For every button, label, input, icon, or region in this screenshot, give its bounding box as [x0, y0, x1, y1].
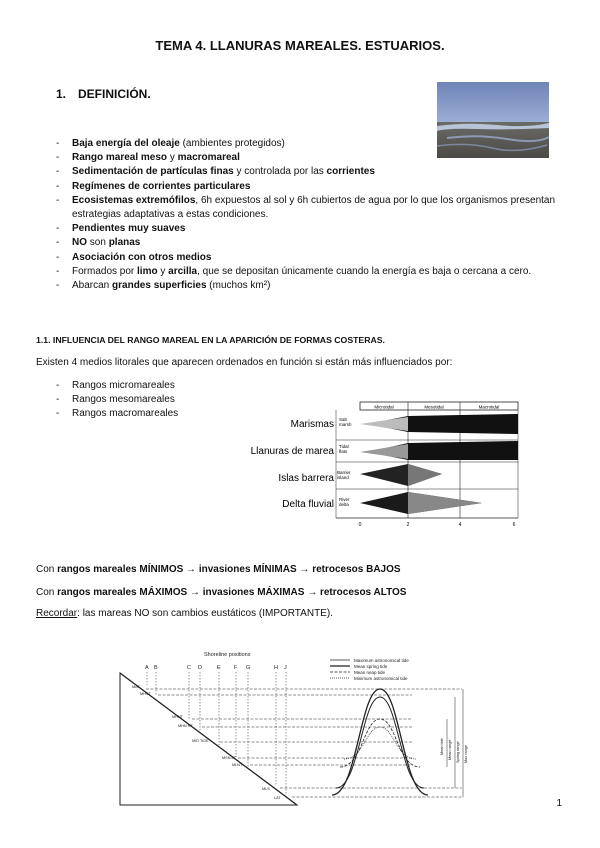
page-number: 1 — [556, 798, 562, 809]
tick-label: 6 — [512, 522, 516, 528]
intro-paragraph: Existen 4 medios litorales que aparecen ordenados en función si están más influenciados por: — [36, 357, 453, 368]
letter-label: F — [234, 665, 238, 671]
rule-minimum: Con rangos mareales MÍNIMOS → invasiones MÍNIMAS → retrocesos BAJOS — [36, 564, 401, 575]
letter-label: J — [284, 665, 287, 671]
level-label: MHN HT — [178, 724, 193, 728]
tick-label: 0 — [358, 522, 362, 528]
header-mesotidal: Mesotidal — [424, 404, 444, 410]
row-en-delta: delta — [339, 502, 349, 507]
legend-label: Minimum astronomical tide — [354, 676, 408, 681]
level-label: LAT — [274, 796, 281, 800]
level-label: MLNT — [232, 763, 243, 767]
definition-item: - Abarcan grandes superficies (muchos km²) — [56, 279, 566, 293]
letter-label: E — [217, 665, 221, 671]
side-label: Max range — [464, 745, 468, 763]
definition-list — [56, 137, 566, 293]
header-microtidal: Microtidal — [374, 404, 394, 410]
legend-label: Mean neap tide — [354, 670, 386, 675]
side-label: Mean tide — [440, 738, 444, 755]
row-en-island: island — [337, 475, 349, 480]
level-label: MLS — [262, 787, 270, 791]
definition-item: - Regímenes de corrientes particulares — [56, 180, 566, 194]
definition-item: - Pendientes muy suaves — [56, 222, 566, 236]
list-item: - Rangos micromareales — [56, 379, 256, 393]
letter-label: H — [274, 665, 278, 671]
definition-item: - Ecosistemas extremófilos, 6h expuestos al sol y 6h cubiertos de agua por lo que los organismos presentan estrategias adaptativas a estas condiciones. — [56, 194, 566, 222]
level-label: MHST — [140, 692, 151, 696]
level-label: MHNT — [172, 715, 183, 719]
shoreline-positions-figure — [112, 645, 492, 810]
row-label-marismas: Marismas — [290, 419, 334, 430]
definition-item: - NO son planas — [56, 236, 566, 250]
definition-item: - Asociación con otros medios — [56, 251, 566, 265]
side-label: Mean range — [448, 739, 452, 760]
row-en-river: River — [339, 497, 350, 502]
tick-label: 4 — [458, 522, 462, 528]
row-en-salt: Salt — [339, 417, 347, 422]
section-heading — [56, 87, 151, 101]
side-label: Spring range — [456, 741, 460, 763]
list-item: - Rangos macromareales — [56, 407, 256, 421]
rule-maximum: Con rangos mareales MÁXIMOS → invasiones MÁXIMAS → retrocesos ALTOS — [36, 587, 407, 598]
tick-label: 2 — [406, 522, 410, 528]
page-title: TEMA 4. LLANURAS MAREALES. ESTUARIOS. — [155, 38, 445, 53]
header-macrotidal: Macrotidal — [478, 404, 500, 410]
letter-label: B — [154, 665, 158, 671]
tidal-range-figure — [232, 396, 532, 528]
row-label-delta: Delta fluvial — [282, 499, 334, 510]
definition-item: - Formados por limo y arcilla, que se depositan únicamente cuando la energía es baja o cercana a cero. — [56, 265, 566, 279]
letter-label: C — [187, 665, 191, 671]
letter-label: D — [198, 665, 202, 671]
row-en-marsh: marsh — [339, 422, 352, 427]
row-en-tidal: Tidal — [339, 444, 349, 449]
section-title: DEFINICIÓN. — [78, 87, 151, 101]
letter-label: A — [145, 665, 149, 671]
definition-item: - Sedimentación de partículas finas y controlada por las corrientes — [56, 165, 566, 179]
level-label: MID TIDE — [192, 739, 209, 743]
row-en-flats: flats — [339, 449, 348, 454]
definition-item: - Rango mareal meso y macromareal — [56, 151, 566, 165]
row-en-barrier: Barrier — [337, 470, 351, 475]
figure2-title: Shoreline positions — [204, 652, 251, 658]
legend-label: Mean spring tide — [354, 664, 388, 669]
ranges-list — [56, 379, 256, 422]
subsection-heading: 1.1. INFLUENCIA DEL RANGO MAREAL EN LA APARICIÓN DE FORMAS COSTERAS. — [36, 335, 385, 345]
row-label-llanuras: Llanuras de marea — [250, 446, 334, 457]
letter-label: G — [246, 665, 251, 671]
level-label: MAT — [132, 685, 140, 689]
section-number: 1. — [56, 87, 67, 101]
list-item: - Rangos mesomareales — [56, 393, 256, 407]
row-label-islas: Islas barrera — [278, 473, 334, 484]
remember-note: Recordar: las mareas NO son cambios eustáticos (IMPORTANTE). — [36, 608, 333, 619]
definition-item: - Baja energía del oleaje (ambientes protegidos) — [56, 137, 566, 151]
legend-label: Maximum astronomical tide — [354, 658, 409, 663]
level-label: MSN LT — [222, 756, 236, 760]
